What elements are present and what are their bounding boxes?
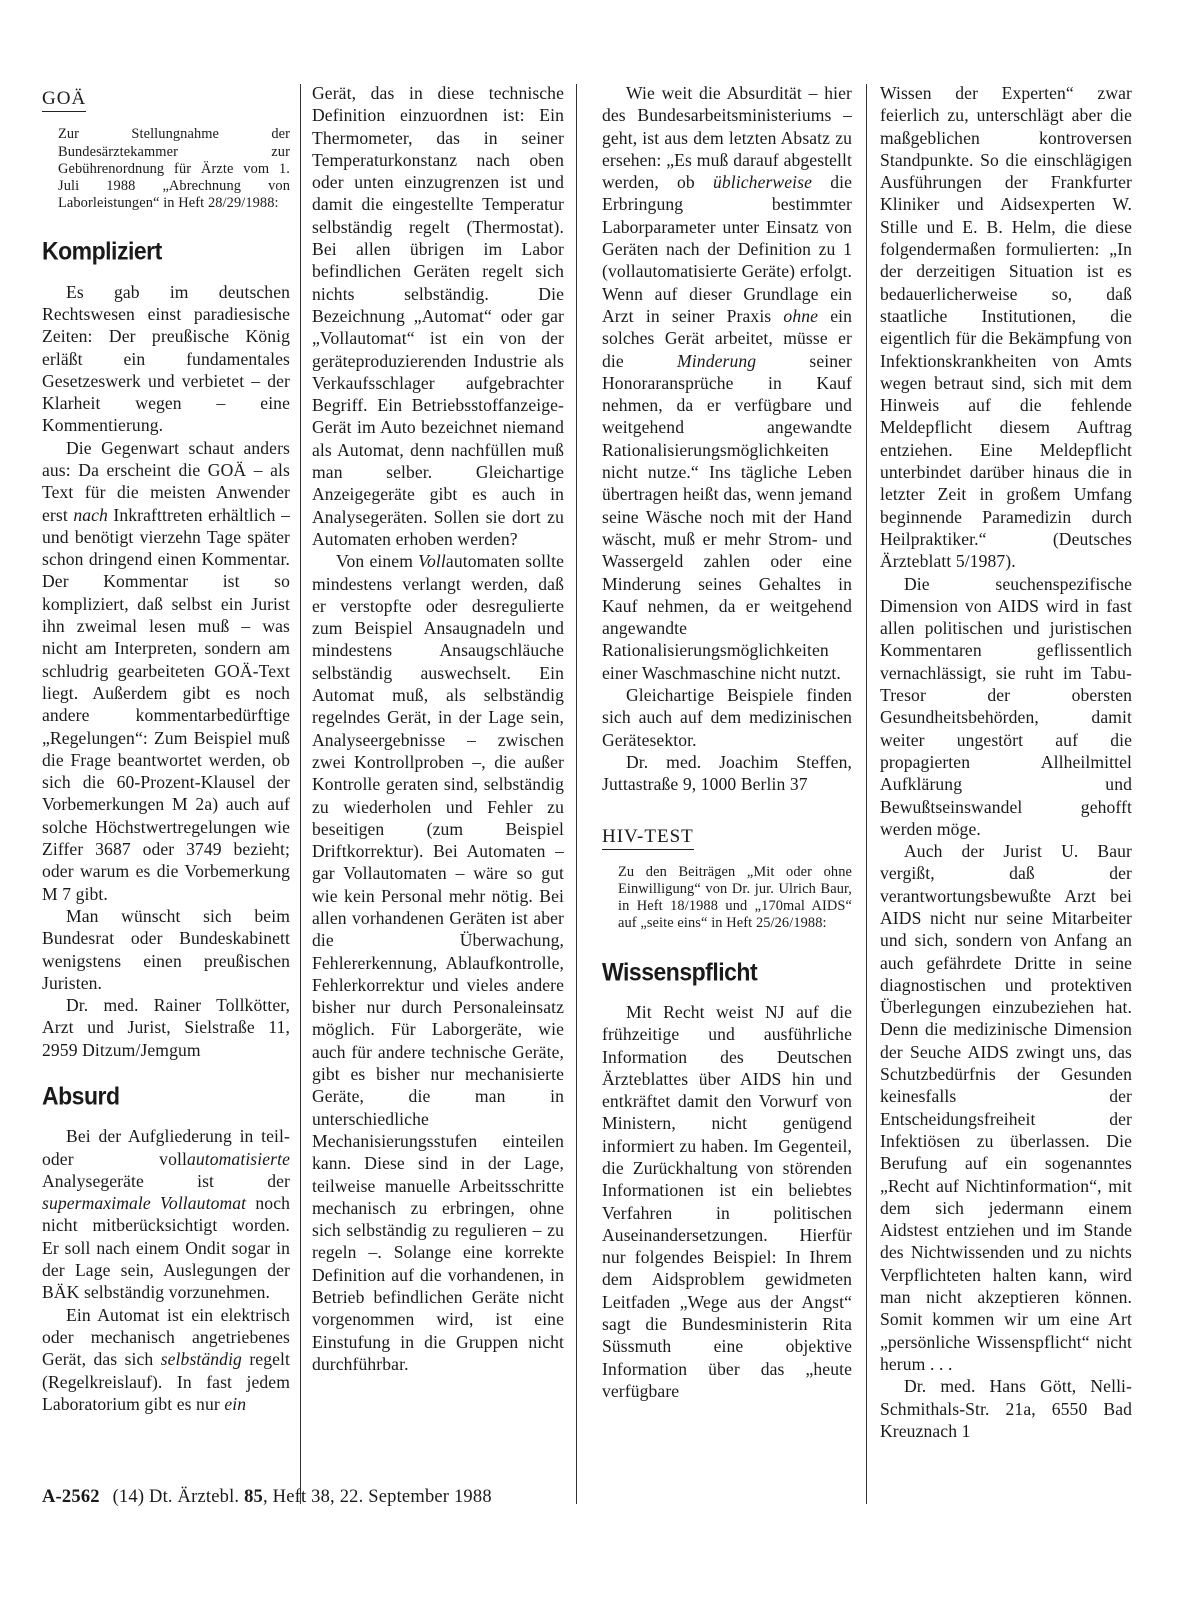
column-rule-3 (866, 84, 867, 1504)
text-run: Die Gegenwart schaut anders aus: Da erscheint die GOÄ – als Text für die meisten Anwender erst (42, 437, 290, 525)
volume-number: 85 (244, 1487, 263, 1507)
paragraph: Es gab im deutschen Rechtswesen einst paradiesische Zeiten: Der preußische König erläßt ein fundamentales Gesetzeswerk und verbietet – der Klarheit wegen – eine Kommentierung. (42, 281, 290, 436)
letter-signature: Dr. med. Joachim Steffen, Juttastraße 9, 1000 Berlin 37 (602, 751, 852, 795)
paragraph: Auch der Jurist U. Baur vergißt, daß der verantwortungsbewußte Arzt bei AIDS nicht nur seine Mitarbeiter und sich, sondern von Anfang an auch gefährdete Dritte in seine diagnostischen und protektiven Überlegungen einzubeziehen hat. Denn die medizinische Dimension der Seuche AIDS zwingt uns, das Schutzbedürfnis der Gesunden keinesfalls der Entscheidungsfreiheit der Infektiösen zu überlassen. Die Berufung auf ein sogenanntes „Recht auf Nichtinformation“, mit dem sich jedermann einem Aidstest entziehen und im Stande des Nichtwissenden und zu nichts Verpflichteten halten kann, wird man nicht akzeptieren können. Somit kommen wir um eine Art „persönliche Wissenspflicht“ nicht herum . . . (880, 841, 1132, 1374)
journal-citation: (14) Dt. Ärztebl. (112, 1487, 245, 1507)
column-1 (42, 82, 290, 1415)
text-run: Wie weit die Absurdität – hier des Bundesarbeitsministeriums – geht, ist aus dem letzten Absatz zu ersehen: „Es muß darauf abgestellt werden, ob (602, 83, 852, 193)
section-kicker-hiv-test: HIV-TEST (602, 826, 694, 850)
paragraph: Die seuchenspezifische Dimension von AIDS wird in fast allen politischen und juristischen Kommentaren geflissentlich vernachlässigt, sie ruht im Tabu-Tresor der obersten Gesundheitsbehörden, damit weiter ungestört auf die propagierten Allheilmittel Aufklärung und Bewußtseinswandel gehofft werden möge. (880, 573, 1132, 839)
text-run: ein solches Gerät arbeitet, müsse er die (602, 305, 852, 371)
column-rule-1 (300, 84, 301, 1504)
paragraph: Gleichartige Beispiele finden sich auch auf dem medizinischen Gerätesektor. (602, 685, 852, 750)
column-2 (312, 82, 564, 1375)
text-run: Ein Automat ist ein elektrisch oder mechanisch angetriebenes Gerät, das sich (42, 1304, 290, 1370)
column-rule-2 (576, 84, 577, 1504)
emphasis: Minderung (677, 350, 757, 371)
text-run: Bei der Aufgliederung in teil- oder voll (42, 1126, 290, 1169)
text-run: die Erbringung bestimmter Laborparameter unter Einsatz von Geräten nach der Definition zu 1 (vollautomatisierte Geräte) erfolgt. Wenn auf dieser Grundlage ein Arzt in seiner Praxis (602, 172, 852, 326)
page-number: A-2562 (42, 1487, 100, 1507)
paragraph (42, 1125, 290, 1303)
letter-intro: Zur Stellungnahme der Bundesärztekammer zur Gebührenordnung für Ärzte vom 1. Juli 1988 „Abrechnung von Laborleistungen“ in Heft 28/29/1988: (58, 126, 290, 212)
emphasis: supermaximale Vollautomat (42, 1193, 247, 1214)
text-run: Inkrafttreten erhältlich – und benötigt vierzehn Tage später schon dringend einen Kommentar. Der Kommentar ist so kompliziert, daß selbst ein Jurist ihn zweimal lesen muß – was nicht am Interpreten, sondern am schludrig gearbeiteten GOÄ-Text liegt. Außerdem gibt es noch andere kommentarbedürftige „Regelungen“: Zum Beispiel muß die Frage beantwortet werden, ob sich die 60-Prozent-Klausel der Vorbemerkungen M 2a) auch auf solche Höchstwertregelungen wie Ziffer 3687 oder 3749 bezieht; oder warum es die Vorbemerkung M 7 gibt. (42, 504, 290, 904)
section-kicker-goae: GOÄ (42, 88, 86, 112)
letter-heading-wissenspflicht: Wissenspflicht (602, 957, 758, 986)
column-3 (602, 82, 852, 1402)
emphasis: automatisierte (186, 1148, 290, 1169)
spacer (602, 796, 852, 820)
page-footer (42, 1487, 492, 1508)
paragraph (312, 550, 564, 1375)
emphasis: selbständig (160, 1349, 242, 1370)
letter-intro: Zu den Beiträgen „Mit oder ohne Einwilligung“ von Dr. jur. Ulrich Baur, in Heft 18/1988 und „170mal AIDS“ auf „seite eins“ in Heft 25/26/1988: (618, 863, 852, 932)
letter-heading-kompliziert: Kompliziert (42, 237, 162, 266)
column-4 (880, 82, 1132, 1442)
text-run: Von einem (336, 551, 419, 572)
paragraph (42, 437, 290, 905)
emphasis: ein (224, 1393, 247, 1414)
paragraph: Wissen der Experten“ zwar feierlich zu, unterschlägt aber die maßgeblichen kontroversen Standpunkte. So die einschlägigen Ausführungen der Frankfurter Kliniker und Aidsexperten W. Stille und E. B. Helm, die diese folgendermaßen formulierten: „In der derzeitigen Situation ist es bedauerlicherweise so, daß staatliche Institutionen, die eigentlich für die Bekämpfung von Infektionskrankheiten von Amts wegen betraut sind, sich mit dem Hinweis auf die fehlende Meldepflicht diesem Auftrag entziehen. Eine Meldepflicht unterbindet darüber hinaus die in letzter Zeit in großem Umfang beginnende Paramedizin durch Heilpraktiker.“ (Deutsches Ärzteblatt 5/1987). (880, 83, 1132, 572)
paragraph: Gerät, das in diese technische Definition einzuordnen ist: Ein Thermometer, das in seiner Temperaturkonstanz nach oben oder unten einzugrenzen ist und damit die eingestellte Temperatur selbständig regelt (Thermostat). Bei allen übrigen im Labor befindlichen Geräten regelt sich nichts selbständig. Die Bezeichnung „Automat“ oder gar „Vollautomat“ ist ein von der geräteproduzierenden Industrie als Verkaufsschlager aufgebrachter Begriff. Ein Betriebsstoffanzeige-Gerät im Auto bezeichnet niemand als Automat, denn nachfüllen muß man selber. Gleichartige Anzeigegeräte gibt es auch in Analysegeräten. Sollen sie dort zu Automaten erhoben werden? (312, 83, 564, 549)
letter-signature: Dr. med. Hans Gött, Nelli-Schmithals-Str. 21a, 6550 Bad Kreuznach 1 (880, 1376, 1132, 1441)
letter-signature: Dr. med. Rainer Tollkötter, Arzt und Jurist, Sielstraße 11, 2959 Ditzum/Jemgum (42, 995, 290, 1060)
paragraph: Mit Recht weist NJ auf die frühzeitige und ausführliche Information des Deutschen Ärzteblattes über AIDS hin und entkräftet damit den Vorwurf von Ministern, nicht genügend informiert zu haben. Im Gegenteil, die Zurückhaltung von störenden Informationen ist ein beliebtes Verfahren in politischen Auseinandersetzungen. Hierfür nur folgendes Beispiel: In Ihrem dem Aidsproblem gewidmeten Leitfaden „Wege aus der Angst“ sagt die Bundesministerin Rita Süssmuth eine objektive Information über das „heute verfügbare (602, 1001, 852, 1401)
text-run: regelt (Regelkreislauf). In fast jedem Laboratorium gibt es nur (42, 1349, 290, 1414)
paragraph (602, 82, 852, 684)
emphasis: Voll (418, 551, 446, 572)
emphasis: ohne (783, 305, 819, 326)
emphasis: üblicherweise (713, 172, 813, 193)
issue-date: , Heft 38, 22. September 1988 (263, 1487, 492, 1507)
text-run: automaten sollte mindestens verlangt werden, daß er verstopfte oder desregulierte zum Beispiel Ansaugnadeln und mindestens Ansaugschläuche selbständig auswechselt. Ein Automat muß, als selbständig regelndes Gerät, in der Lage sein, Analyseergebnisse – zwischen zwei Kontrollproben –, die außer Kontrolle geraten sind, selbständig zu wiederholen und Fehler zu beseitigen (zum Beispiel Driftkorrektur). Bei Automaten – gar Vollautomaten – wäre so gut wie kein Personal mehr nötig. Bei allen vorhandenen Geräten ist aber die Überwachung, Fehlererkennung, Ablaufkontrolle, Fehlerkorrektur und vieles andere bisher nur durch Personaleinsatz möglich. Für Laborgeräte, wie auch für andere technische Geräte, gibt es bisher nur mechanisierte Geräte, die man in unterschiedliche Mechanisierungsstufen einteilen kann. Diese sind in der Lage, teilweise manuelle Arbeitsschritte mechanisch zu erbringen, ohne sich selbständig zu regulieren – zu regeln –. Solange eine korrekte Definition auf die vorhandenen, in Betrieb befindlichen Geräte nicht vorgenommen wird, ist eine Einstufung in die Gruppen nicht durchführbar. (312, 551, 564, 1374)
letter-heading-absurd: Absurd (42, 1081, 120, 1111)
text-run: noch nicht mitberücksichtigt worden. Er soll nach einem Ondit sogar in der Lage sein, Auslegungen der BÄK selbständig vorzunehmen. (42, 1193, 290, 1303)
emphasis: nach (73, 504, 108, 525)
paragraph: Man wünscht sich beim Bundesrat oder Bundeskabinett wenigstens einen preußischen Juristen. (42, 905, 290, 993)
paragraph (42, 1304, 290, 1415)
text-run: Analysegeräte ist der (42, 1170, 290, 1191)
text-run: seiner Honoraransprüche in Kauf nehmen, da er verfügbare und weitgehend angewandte Rationalisierungsmöglichkeiten nicht nutze.“ Ins tägliche Leben übertragen heißt das, wenn jemand seine Wäsche noch mit der Hand wäscht, muß er mehr Strom- und Wassergeld zahlen oder eine Minderung seines Gehaltes in Kauf nehmen, da er weitgehend angewandte Rationalisierungsmöglichkeiten einer Waschmaschine nicht nutzt. (602, 350, 852, 683)
